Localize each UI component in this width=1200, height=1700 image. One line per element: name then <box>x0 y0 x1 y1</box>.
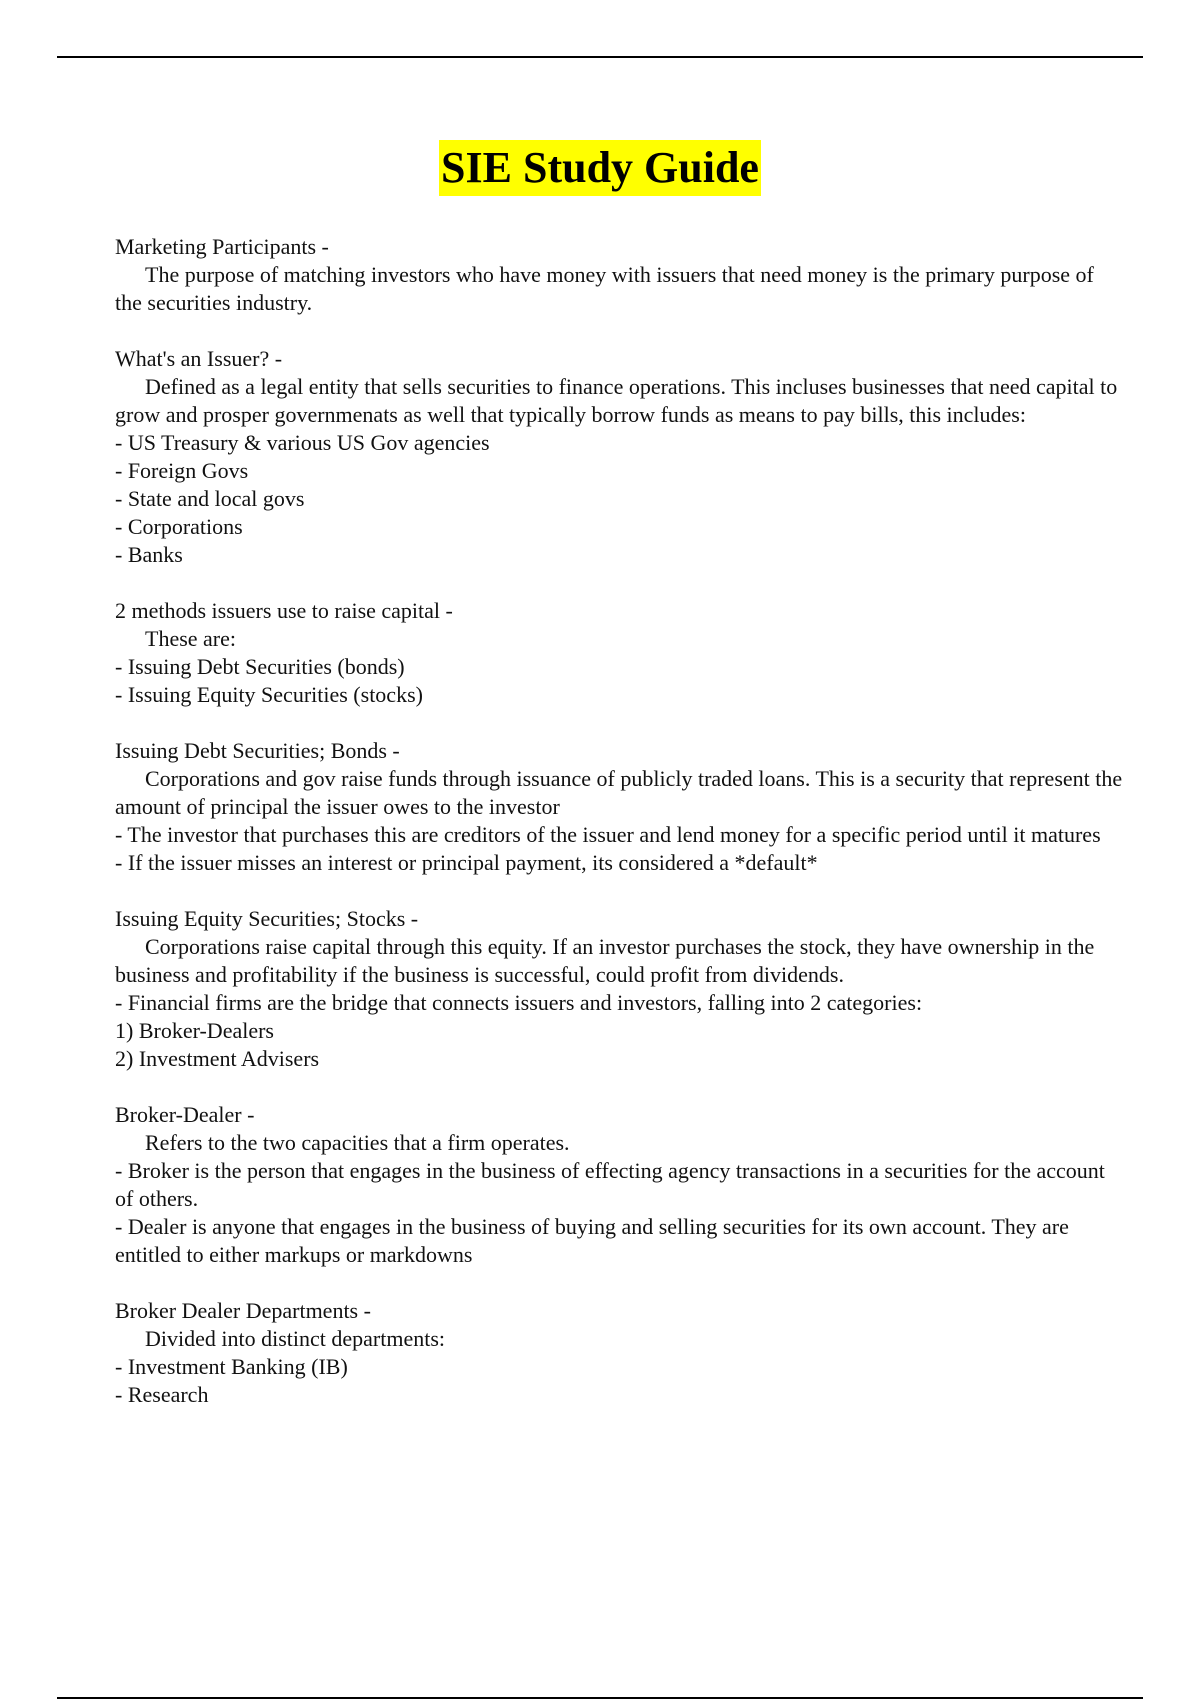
section-heading: What's an Issuer? - <box>115 346 283 371</box>
list-item: - Dealer is anyone that engages in the business of buying and selling securities for its own account. They are entitled to either markups or markdowns <box>115 1214 1069 1267</box>
section-heading: Issuing Equity Securities; Stocks - <box>115 906 419 931</box>
list-item: 1) Broker-Dealers <box>115 1018 274 1043</box>
section-paragraph: These are: <box>145 626 236 651</box>
section-paragraph: Divided into distinct departments: <box>145 1326 446 1351</box>
section-heading: Broker-Dealer - <box>115 1102 255 1127</box>
section-paragraph: Defined as a legal entity that sells securities to finance operations. This incluses businesses that need capital to grow and prosper governmenats as well that typically borrow funds as means to pay bills, this includes: <box>115 374 1118 427</box>
list-item: - State and local govs <box>115 486 305 511</box>
list-item: - Issuing Debt Securities (bonds) <box>115 654 405 679</box>
section-heading: 2 methods issuers use to raise capital - <box>115 598 453 623</box>
section-heading: Broker Dealer Departments - <box>115 1298 371 1323</box>
section-marketing-participants <box>115 233 1125 317</box>
list-item: 2) Investment Advisers <box>115 1046 320 1071</box>
document-title: SIE Study Guide <box>439 140 761 196</box>
section-equity-securities <box>115 905 1125 1073</box>
section-paragraph: Corporations and gov raise funds through issuance of publicly traded loans. This is a security that represent the amount of principal the issuer owes to the investor <box>115 766 1123 819</box>
section-methods-raise-capital <box>115 597 1125 709</box>
list-item: - Research <box>115 1382 209 1407</box>
list-item: - If the issuer misses an interest or principal payment, its considered a *default* <box>115 850 818 875</box>
section-broker-dealer <box>115 1101 1125 1269</box>
section-paragraph: Refers to the two capacities that a firm operates. <box>145 1130 570 1155</box>
list-item: - Corporations <box>115 514 243 539</box>
section-paragraph: Corporations raise capital through this equity. If an investor purchases the stock, they have ownership in the business and profitability if the business is successful, could profit from dividends. <box>115 934 1095 987</box>
list-item: - The investor that purchases this are creditors of the issuer and lend money for a specific period until it matures <box>115 822 1101 847</box>
document-body <box>115 233 1125 1437</box>
bottom-rule <box>57 1697 1143 1699</box>
section-heading: Marketing Participants - <box>115 234 329 259</box>
list-item: - Financial firms are the bridge that connects issuers and investors, falling into 2 categories: <box>115 990 923 1015</box>
title-container <box>0 140 1200 196</box>
list-item: - Foreign Govs <box>115 458 249 483</box>
list-item: - Issuing Equity Securities (stocks) <box>115 682 423 707</box>
list-item: - Banks <box>115 542 183 567</box>
section-debt-securities <box>115 737 1125 877</box>
section-heading: Issuing Debt Securities; Bonds - <box>115 738 400 763</box>
list-item: - Broker is the person that engages in the business of effecting agency transactions in a securities for the account of others. <box>115 1158 1105 1211</box>
section-paragraph: The purpose of matching investors who have money with issuers that need money is the primary purpose of the securities industry. <box>115 262 1094 315</box>
section-whats-an-issuer <box>115 345 1125 569</box>
section-broker-dealer-departments <box>115 1297 1125 1409</box>
list-item: - Investment Banking (IB) <box>115 1354 348 1379</box>
list-item: - US Treasury & various US Gov agencies <box>115 430 490 455</box>
top-rule <box>57 56 1143 58</box>
